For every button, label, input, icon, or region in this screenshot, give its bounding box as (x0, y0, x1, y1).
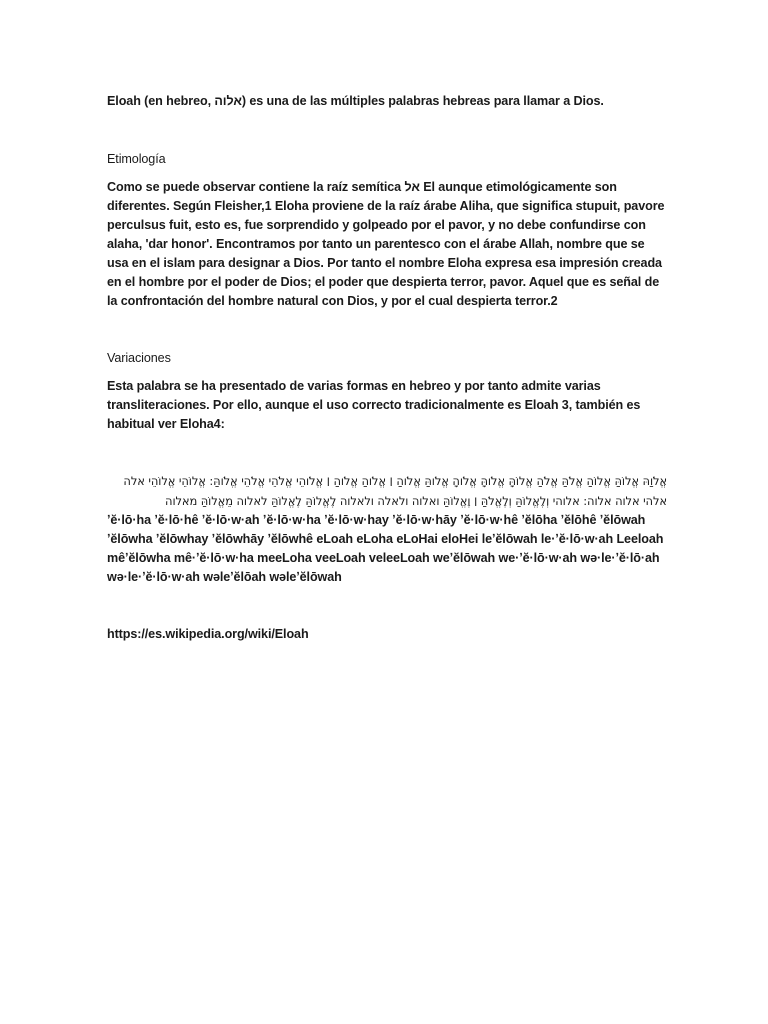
transliteration-forms-text: ʼĕ·lō·ha ʼĕ·lō·hê ʼĕ·lō·w·ah ʼĕ·lō·w·ha ʼĕ·lō·w·hay ʼĕ·lō·w·hāy ʼĕ·lō·w·hê ʼĕlōha ʼĕlōhê ʼĕlōwah ʼĕlōwha ʼĕlōwhay ʼĕlōwhāy ʼĕlōwhê eLoah eLoha eLoHai eloHei leʼĕlōwah le·ʼĕ·lō·w·ah Leeloah mêʼĕlōwha mê·ʼĕ·lō·w·ha meeLoha veeLoah veleeLoah weʼĕlōwah we·ʼĕ·lō·w·ah wə·le·ʼĕ·lō·ah wə·le·ʼĕ·lō·w·ah wəleʼĕlōah wəleʼĕlōwah (107, 513, 664, 584)
etymology-heading: Etimología (107, 152, 166, 166)
variations-heading: Variaciones (107, 351, 171, 365)
etymology-paragraph: Como se puede observar contiene la raíz semítica אל El aunque etimológicamente son diferentes. Según Fleisher,1 Eloha proviene de la raíz árabe Aliha, que significa stupuit, pavore perculsus fuit, esto es, fue sorprendido y golpeado por el pavor, y no debe confundirse con alaha, 'dar honor'. Encontramos por tanto un parentesco con el árabe Allah, nombre que se usa en el islam para designar a Dios. Por tanto el nombre Eloha expresa esa impresión creada en el hombre por el poder de Dios; el poder que despierta terror, pavor. Aquel que es señal de la confrontación del hombre natural con Dios, y por el cual despierta terror.2 (107, 180, 665, 308)
word-forms-block (107, 471, 667, 587)
variations-paragraph: Esta palabra se ha presentado de varias formas en hebreo y por tanto admite varias transliteraciones. Por ello, aunque el uso correcto tradicionalmente es Eloah 3, también es habitual ver Eloha4: (107, 379, 641, 431)
source-link[interactable]: https://es.wikipedia.org/wiki/Eloah (107, 627, 309, 641)
intro-paragraph: Eloah (en hebreo, אלוה) es una de las múltiples palabras hebreas para llamar a Dios. (107, 94, 604, 108)
hebrew-forms-text: אֱלֹוַהּ אֱלוֹהַּ אֱלוֹהַ אֱלֹהַּ אֱלֹהַ אֱלוֹהָּ אֱלֹוהָּ אֱלֹוהָ אֱלֹוהַּ אֱלֹוהַ ׀ אֱלֹוהַ אֱלֹוהַ ׀ אֱלֹוהֵי אֱלֹהֵי אֱלֹהֵי אֱלֹוהַּ: אֱלוֹהֵי אֱלוֹהֵי אלה אלהי אלוה אלוה: אלוהי וְלֶאֱלוֹהַּ וְלֶאֱלֹהַּ ׀ וֶאֱלוֹהַּ ואלוה ולאלה ולאלוה לֶאֱלוֹהַּ לֶאֱלוֹהַּ לאלוה מֵאֱלוֹהַּ מאלוה (123, 474, 667, 508)
